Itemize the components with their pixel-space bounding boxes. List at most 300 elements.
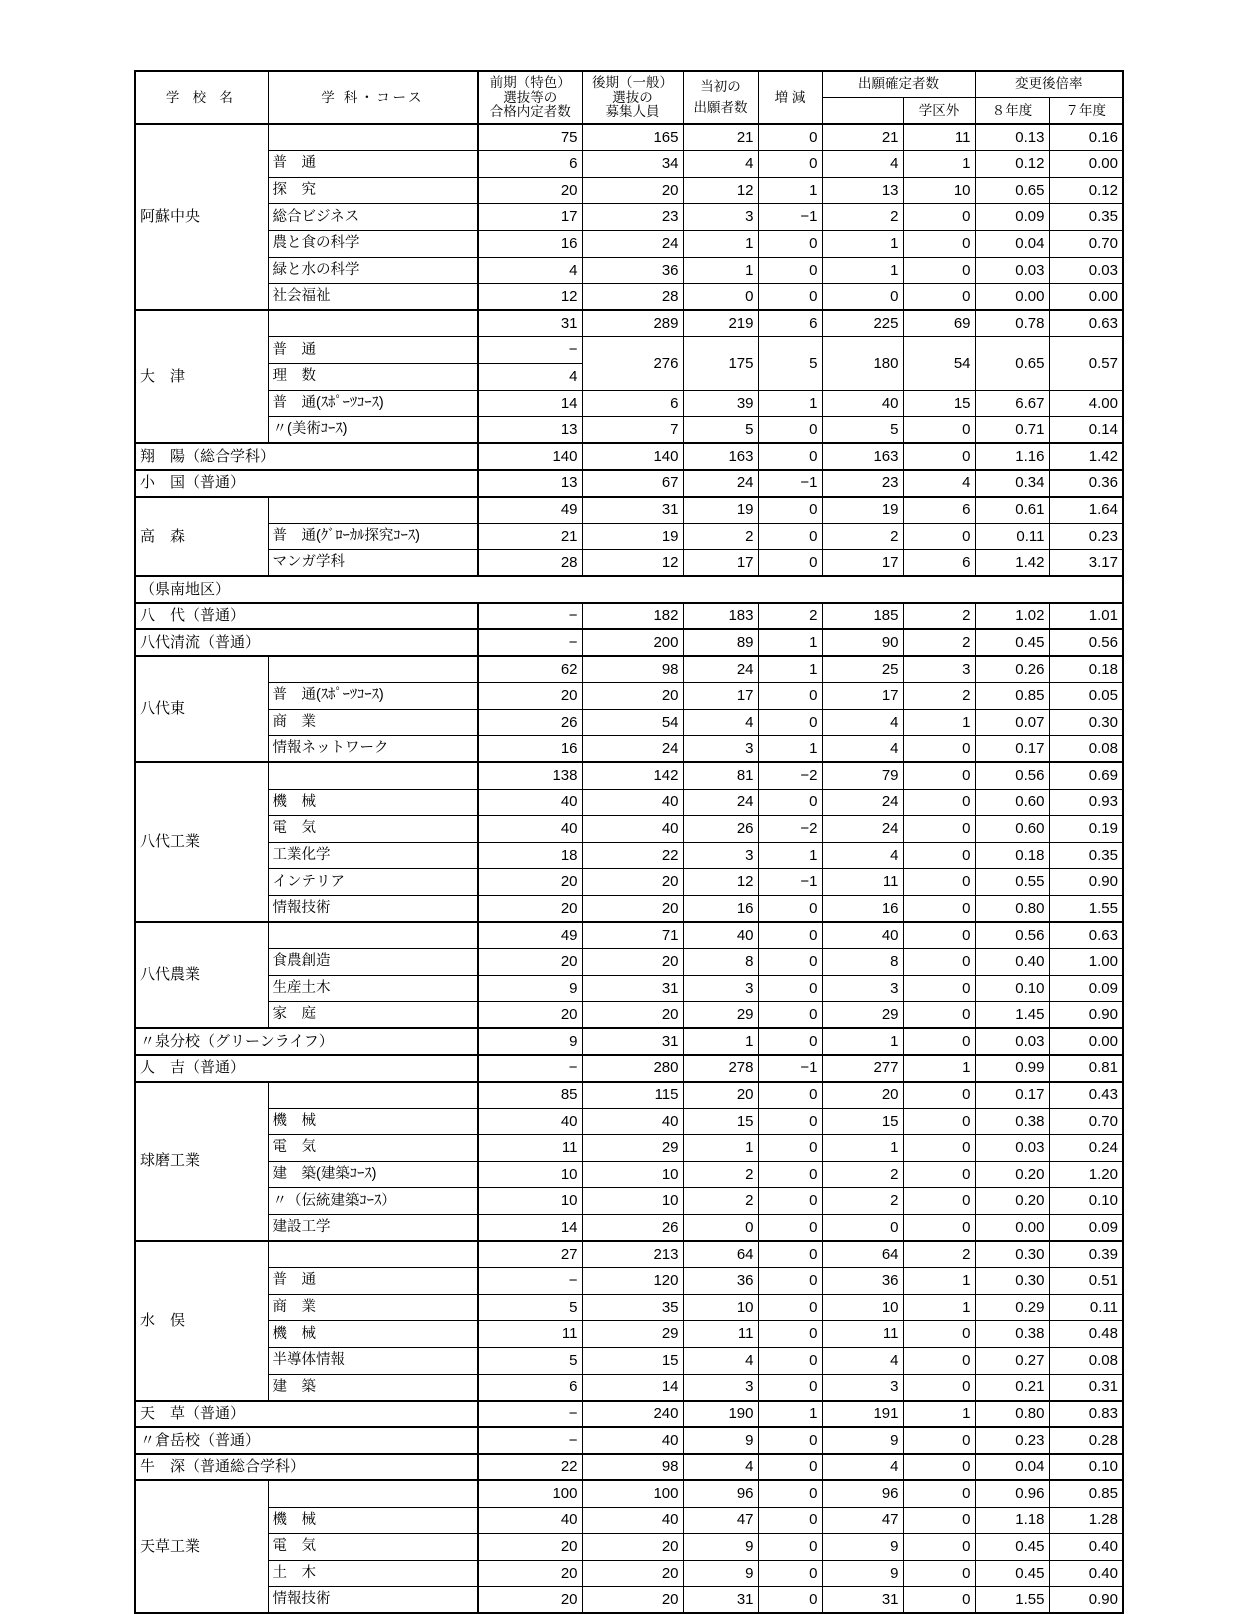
cell-zenki: 100 [478,1480,582,1507]
cell-kouki: 213 [582,1241,683,1268]
cell-gakkugai: 54 [903,337,975,390]
cell-shogan: 4 [683,151,758,178]
course-name: 建 築(建築ｺｰｽ) [268,1161,478,1188]
cell-kouki: 98 [582,1454,683,1481]
school-single-row [135,1028,1123,1055]
table-row [135,1268,1123,1295]
cell-kouki: 24 [582,736,683,763]
cell-kakutei: 17 [822,550,903,577]
cell-zenki: 20 [478,1560,582,1587]
cell-zougen: 0 [758,789,822,816]
school-name: 天草工業 [135,1480,268,1613]
cell-year7: 0.28 [1049,1427,1123,1454]
cell-zenki: 140 [478,443,582,470]
cell-kouki: 6 [582,390,683,417]
school-name: 水 俣 [135,1241,268,1401]
cell-kouki: 23 [582,204,683,231]
table-row [135,789,1123,816]
cell-zenki: 28 [478,550,582,577]
cell-shogan: 96 [683,1480,758,1507]
cell-shogan: 17 [683,683,758,710]
cell-zougen: 0 [758,1082,822,1109]
cell-year8: 0.56 [975,922,1049,949]
cell-year7: 0.70 [1049,1108,1123,1135]
cell-kouki: 240 [582,1401,683,1428]
cell-zougen: 0 [758,1028,822,1055]
cell-kouki: 67 [582,470,683,497]
cell-shogan: 1 [683,257,758,284]
cell-year8: 0.85 [975,683,1049,710]
cell-shogan: 3 [683,1374,758,1401]
cell-year8: 0.00 [975,1215,1049,1242]
cell-zougen: 2 [758,603,822,630]
cell-kouki: 40 [582,1507,683,1534]
cell-kouki: 19 [582,523,683,550]
cell-gakkugai: 0 [903,231,975,258]
cell-zenki: 20 [478,895,582,922]
school-single-row [135,629,1123,656]
cell-zenki: 13 [478,470,582,497]
cell-gakkugai: 0 [903,257,975,284]
course-name: 商 業 [268,1294,478,1321]
cell-shogan: 219 [683,310,758,337]
cell-kakutei: 13 [822,177,903,204]
course-name: 工業化学 [268,842,478,869]
cell-shogan: 3 [683,975,758,1002]
cell-year7: 0.12 [1049,177,1123,204]
cell-year7: 0.31 [1049,1374,1123,1401]
th-kakutei-total [822,98,903,125]
cell-year8: 0.18 [975,842,1049,869]
course-name [268,310,478,337]
cell-year7: 0.63 [1049,922,1123,949]
cell-kakutei: 4 [822,151,903,178]
cell-zougen: 0 [758,1587,822,1614]
cell-kouki: 14 [582,1374,683,1401]
cell-zenki: 6 [478,151,582,178]
cell-year8: 0.38 [975,1321,1049,1348]
course-name: 機 械 [268,1507,478,1534]
cell-kouki: 20 [582,177,683,204]
cell-kakutei: 29 [822,1002,903,1029]
cell-kouki: 35 [582,1294,683,1321]
cell-year7: 0.48 [1049,1321,1123,1348]
cell-kakutei: 11 [822,1321,903,1348]
cell-kouki: 20 [582,683,683,710]
cell-gakkugai: 0 [903,1348,975,1375]
cell-shogan: 36 [683,1268,758,1295]
school-name: 翔 陽（総合学科） [135,443,478,470]
th-kakutei-gakkugai: 学区外 [903,98,975,125]
cell-kakutei: 47 [822,1507,903,1534]
cell-gakkugai: 0 [903,1002,975,1029]
cell-year8: 1.55 [975,1587,1049,1614]
cell-kakutei: 20 [822,1082,903,1109]
cell-shogan: 5 [683,417,758,444]
cell-zenki: − [478,1401,582,1428]
course-name: 半導体情報 [268,1348,478,1375]
table-row [135,869,1123,896]
cell-kakutei: 64 [822,1241,903,1268]
cell-gakkugai: 0 [903,1374,975,1401]
course-name [268,1480,478,1507]
cell-year7: 0.90 [1049,869,1123,896]
cell-kouki: 22 [582,842,683,869]
cell-gakkugai: 6 [903,497,975,524]
cell-kouki: 29 [582,1321,683,1348]
table-row [135,816,1123,843]
cell-kakutei: 163 [822,443,903,470]
cell-year7: 1.55 [1049,895,1123,922]
table-row [135,1188,1123,1215]
cell-year8: 0.40 [975,949,1049,976]
cell-kouki: 200 [582,629,683,656]
cell-kakutei: 1 [822,1028,903,1055]
cell-year7: 0.51 [1049,1268,1123,1295]
cell-zenki: 40 [478,1108,582,1135]
cell-kakutei: 191 [822,1401,903,1428]
cell-shogan: 12 [683,177,758,204]
cell-year8: 0.10 [975,975,1049,1002]
cell-year8: 1.18 [975,1507,1049,1534]
cell-year8: 0.13 [975,124,1049,151]
cell-year8: 0.80 [975,1401,1049,1428]
cell-year7: 0.30 [1049,709,1123,736]
course-name [268,1241,478,1268]
cell-gakkugai: 0 [903,895,975,922]
cell-shogan: 17 [683,550,758,577]
cell-year8: 1.16 [975,443,1049,470]
cell-shogan: 3 [683,204,758,231]
cell-year7: 0.35 [1049,204,1123,231]
cell-gakkugai: 69 [903,310,975,337]
th-course: 学 科・コース [268,71,478,124]
cell-year8: 0.65 [975,177,1049,204]
cell-gakkugai: 0 [903,1321,975,1348]
cell-zenki: − [478,1427,582,1454]
cell-zougen: 0 [758,497,822,524]
cell-kouki: 40 [582,1427,683,1454]
cell-zougen: 0 [758,1534,822,1561]
cell-zougen: 1 [758,736,822,763]
cell-shogan: 26 [683,816,758,843]
cell-shogan: 183 [683,603,758,630]
cell-zougen: 0 [758,1427,822,1454]
course-name: 電 気 [268,1534,478,1561]
course-name [268,497,478,524]
cell-kakutei: 225 [822,310,903,337]
cell-kakutei: 0 [822,1215,903,1242]
cell-zenki: 62 [478,656,582,683]
course-name: 社会福祉 [268,284,478,311]
table-row [135,949,1123,976]
course-name: 〃(美術ｺｰｽ) [268,417,478,444]
cell-shogan: 4 [683,1454,758,1481]
cell-year8: 0.60 [975,789,1049,816]
cell-shogan: 31 [683,1587,758,1614]
cell-gakkugai: 0 [903,204,975,231]
cell-year7: 0.40 [1049,1560,1123,1587]
cell-gakkugai: 1 [903,1401,975,1428]
cell-zenki: 49 [478,922,582,949]
cell-kouki: 140 [582,443,683,470]
cell-kakutei: 79 [822,762,903,789]
cell-kouki: 20 [582,869,683,896]
cell-zougen: −1 [758,204,822,231]
table-row [135,1560,1123,1587]
cell-year8: 1.02 [975,603,1049,630]
cell-kouki: 40 [582,1108,683,1135]
cell-shogan: 163 [683,443,758,470]
course-name: 機 械 [268,1321,478,1348]
table-row [135,736,1123,763]
course-name: 商 業 [268,709,478,736]
school-name: 牛 深（普通総合学科） [135,1454,478,1481]
cell-kakutei: 40 [822,390,903,417]
cell-year7: 0.85 [1049,1480,1123,1507]
cell-zougen: 0 [758,1135,822,1162]
cell-zougen: 0 [758,284,822,311]
header-row-1 [135,71,1123,98]
course-name [268,922,478,949]
cell-gakkugai: 1 [903,709,975,736]
cell-year7: 0.11 [1049,1294,1123,1321]
course-name: 食農創造 [268,949,478,976]
cell-zenki: 20 [478,683,582,710]
th-kouki: 後期（一般） 選抜の 募集人員 [582,71,683,124]
school-single-row [135,1427,1123,1454]
cell-zougen: 0 [758,949,822,976]
table-row [135,284,1123,311]
cell-gakkugai: 11 [903,124,975,151]
table-row [135,895,1123,922]
cell-kakutei: 5 [822,417,903,444]
cell-kouki: 10 [582,1161,683,1188]
cell-zougen: 0 [758,1507,822,1534]
table-row [135,1348,1123,1375]
cell-kouki: 182 [582,603,683,630]
course-name: 普 通(ｸﾞﾛｰｶﾙ探究ｺｰｽ) [268,523,478,550]
school-name: 〃泉分校（グリーンライフ） [135,1028,478,1055]
cell-kakutei: 185 [822,603,903,630]
cell-gakkugai: 0 [903,1534,975,1561]
cell-kouki: 71 [582,922,683,949]
school-name: 小 国（普通） [135,470,478,497]
table-head [135,71,1123,124]
cell-kakutei: 4 [822,709,903,736]
cell-year7: 0.90 [1049,1002,1123,1029]
cell-zenki: 16 [478,736,582,763]
school-name: 阿蘇中央 [135,124,268,310]
cell-zenki: 40 [478,816,582,843]
school-group-row [135,922,1123,949]
cell-kakutei: 40 [822,922,903,949]
cell-kouki: 26 [582,1215,683,1242]
cell-kakutei: 8 [822,949,903,976]
cell-year7: 0.81 [1049,1055,1123,1082]
cell-gakkugai: 6 [903,550,975,577]
course-name: 機 械 [268,789,478,816]
th-kakutei-group: 出願確定者数 [822,71,975,98]
cell-year8: 0.20 [975,1188,1049,1215]
cell-year7: 0.24 [1049,1135,1123,1162]
cell-shogan: 9 [683,1427,758,1454]
cell-year8: 0.11 [975,523,1049,550]
cell-year8: 0.12 [975,151,1049,178]
cell-year7: 0.19 [1049,816,1123,843]
cell-shogan: 10 [683,1294,758,1321]
cell-year8: 0.45 [975,629,1049,656]
cell-zenki: 20 [478,1587,582,1614]
cell-year7: 0.10 [1049,1188,1123,1215]
school-name: 大 津 [135,310,268,443]
cell-zenki: 5 [478,1348,582,1375]
cell-zougen: 0 [758,1215,822,1242]
school-name: 八代東 [135,656,268,762]
cell-zenki: 11 [478,1321,582,1348]
course-name: 緑と水の科学 [268,257,478,284]
cell-gakkugai: 1 [903,151,975,178]
cell-year7: 0.70 [1049,231,1123,258]
cell-kouki: 165 [582,124,683,151]
cell-shogan: 24 [683,656,758,683]
cell-gakkugai: 0 [903,1215,975,1242]
cell-kakutei: 9 [822,1427,903,1454]
cell-kakutei: 1 [822,1135,903,1162]
cell-kakutei: 180 [822,337,903,390]
cell-zenki: − [478,1055,582,1082]
cell-shogan: 1 [683,1135,758,1162]
cell-shogan: 2 [683,523,758,550]
cell-zougen: 0 [758,1294,822,1321]
cell-year8: 0.71 [975,417,1049,444]
cell-zenki: 26 [478,709,582,736]
cell-year7: 1.20 [1049,1161,1123,1188]
cell-kouki: 36 [582,257,683,284]
cell-year7: 0.00 [1049,284,1123,311]
course-name: 探 究 [268,177,478,204]
course-name: 普 通(ｽﾎﾟｰﾂｺｰｽ) [268,390,478,417]
cell-zenki: 10 [478,1188,582,1215]
cell-year7: 0.09 [1049,975,1123,1002]
cell-gakkugai: 0 [903,1028,975,1055]
school-single-row [135,470,1123,497]
cell-kakutei: 4 [822,736,903,763]
cell-gakkugai: 0 [903,869,975,896]
cell-kakutei: 17 [822,683,903,710]
cell-year7: 1.28 [1049,1507,1123,1534]
cell-zougen: 0 [758,1480,822,1507]
cell-year8: 0.96 [975,1480,1049,1507]
course-name [268,1082,478,1109]
school-group-row [135,1480,1123,1507]
cell-zougen: −2 [758,816,822,843]
cell-kakutei: 277 [822,1055,903,1082]
cell-kouki: 12 [582,550,683,577]
cell-zenki: 40 [478,789,582,816]
cell-kakutei: 9 [822,1534,903,1561]
cell-kakutei: 4 [822,1348,903,1375]
cell-year8: 0.09 [975,204,1049,231]
cell-zenki: − [478,603,582,630]
cell-zenki: − [478,1268,582,1295]
cell-kouki: 31 [582,1028,683,1055]
cell-year8: 0.30 [975,1241,1049,1268]
cell-shogan: 278 [683,1055,758,1082]
school-name: 球磨工業 [135,1082,268,1242]
cell-kakutei: 19 [822,497,903,524]
course-name: 情報技術 [268,895,478,922]
cell-year7: 0.69 [1049,762,1123,789]
cell-year7: 0.08 [1049,1348,1123,1375]
table-row [135,390,1123,417]
cell-year8: 6.67 [975,390,1049,417]
cell-zougen: 6 [758,310,822,337]
cell-shogan: 2 [683,1161,758,1188]
cell-kakutei: 3 [822,1374,903,1401]
cell-zougen: 0 [758,709,822,736]
cell-shogan: 15 [683,1108,758,1135]
cell-kakutei: 2 [822,1188,903,1215]
cell-year8: 0.17 [975,736,1049,763]
cell-year8: 0.65 [975,337,1049,390]
cell-kouki: 120 [582,1268,683,1295]
course-name: 建 築 [268,1374,478,1401]
table-row [135,257,1123,284]
course-name: 普 通(ｽﾎﾟｰﾂｺｰｽ) [268,683,478,710]
cell-year7: 0.00 [1049,151,1123,178]
cell-shogan: 9 [683,1534,758,1561]
cell-zenki: 18 [478,842,582,869]
cell-year7: 1.64 [1049,497,1123,524]
cell-year7: 0.90 [1049,1587,1123,1614]
cell-zougen: 0 [758,1161,822,1188]
cell-kouki: 276 [582,337,683,390]
school-group-row [135,310,1123,337]
cell-gakkugai: 10 [903,177,975,204]
cell-shogan: 3 [683,736,758,763]
region-row [135,576,1123,603]
cell-zougen: 1 [758,390,822,417]
cell-gakkugai: 0 [903,1108,975,1135]
cell-year8: 0.03 [975,1028,1049,1055]
cell-kakutei: 3 [822,975,903,1002]
school-name: 〃倉岳校（普通） [135,1427,478,1454]
cell-kouki: 10 [582,1188,683,1215]
cell-zougen: 0 [758,975,822,1002]
cell-gakkugai: 4 [903,470,975,497]
cell-shogan: 19 [683,497,758,524]
cell-zenki: − [478,629,582,656]
cell-zenki: 16 [478,231,582,258]
cell-zenki: 6 [478,1374,582,1401]
cell-year7: 0.05 [1049,683,1123,710]
cell-year8: 0.80 [975,895,1049,922]
cell-gakkugai: 0 [903,1587,975,1614]
cell-zougen: 0 [758,231,822,258]
cell-gakkugai: 0 [903,1082,975,1109]
cell-zenki: 9 [478,975,582,1002]
cell-gakkugai: 2 [903,1241,975,1268]
school-single-row [135,1055,1123,1082]
cell-shogan: 0 [683,1215,758,1242]
course-name: マンガ学科 [268,550,478,577]
table-row [135,1135,1123,1162]
cell-year8: 0.27 [975,1348,1049,1375]
cell-zenki: 49 [478,497,582,524]
course-name: 機 械 [268,1108,478,1135]
cell-gakkugai: 2 [903,629,975,656]
